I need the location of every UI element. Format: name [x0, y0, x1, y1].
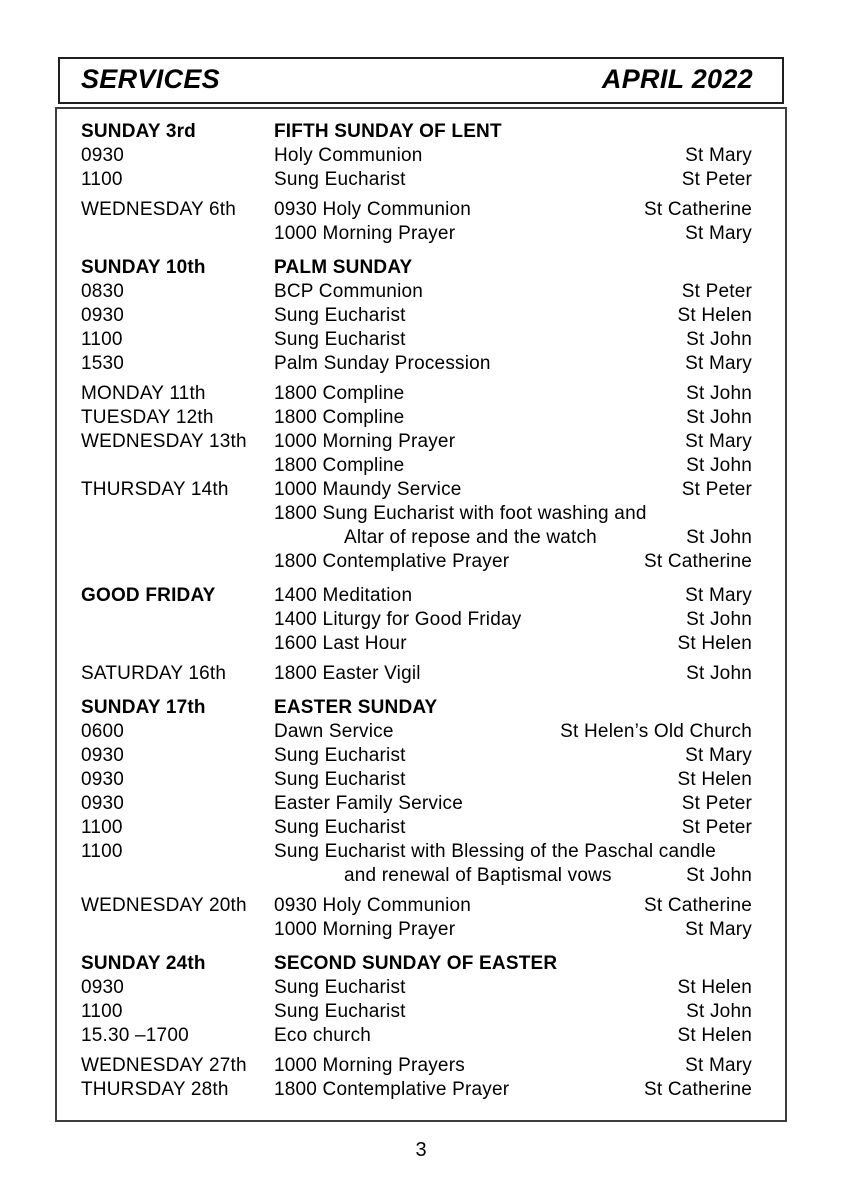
schedule-section: [81, 120, 752, 192]
schedule-row: [81, 168, 752, 192]
schedule-row: [81, 550, 752, 574]
schedule-row: [81, 864, 752, 888]
row-day-or-time: [81, 632, 274, 656]
row-location: St Peter: [681, 169, 752, 190]
row-service-description: Dawn Service: [274, 721, 394, 742]
schedule-section: [81, 256, 752, 376]
row-location: St Mary: [685, 145, 752, 166]
row-service-description: Sung Eucharist: [274, 769, 406, 790]
row-location: St Helen: [677, 633, 752, 654]
row-service-description: 1800 Sung Eucharist with foot washing and: [274, 503, 647, 524]
row-day-or-time: SUNDAY 17th: [81, 697, 206, 718]
row-location: St Peter: [681, 817, 752, 838]
schedule-row: [81, 1054, 752, 1078]
row-service-description: Sung Eucharist: [274, 329, 406, 350]
schedule-row: [81, 352, 752, 376]
schedule-row: [81, 816, 752, 840]
schedule-row: [81, 222, 752, 246]
row-location: St Helen: [677, 769, 752, 790]
row-service-description: Altar of repose and the watch: [344, 527, 597, 548]
schedule-row: [81, 632, 752, 656]
schedule-row: [81, 280, 752, 304]
schedule-section: [81, 696, 752, 888]
row-service-description: Sung Eucharist: [274, 169, 406, 190]
schedule-row: [81, 894, 752, 918]
row-service-description: 1000 Morning Prayer: [274, 223, 456, 244]
schedule-row: [81, 696, 752, 720]
row-service-description: Sung Eucharist with Blessing of the Paschal candle: [274, 841, 716, 862]
row-location: St Helen’s Old Church: [560, 721, 752, 742]
row-day-or-time: GOOD FRIDAY: [81, 585, 216, 606]
row-location: [742, 696, 752, 720]
schedule-section: [81, 198, 752, 246]
row-day-or-time: 1530: [81, 353, 125, 374]
row-location: St Helen: [677, 305, 752, 326]
row-service-description: Sung Eucharist: [274, 305, 406, 326]
row-day-or-time: THURSDAY 14th: [81, 479, 229, 500]
row-service-description: 1000 Morning Prayer: [274, 431, 456, 452]
row-day-or-time: 0930: [81, 145, 125, 166]
row-day-or-time: 1100: [81, 817, 123, 838]
row-service-description: 1600 Last Hour: [274, 633, 407, 654]
row-service-description: 1000 Morning Prayer: [274, 919, 456, 940]
row-day-or-time: [81, 550, 274, 574]
row-day-or-time: 0930: [81, 745, 125, 766]
schedule-section: [81, 1054, 752, 1102]
row-service-description: and renewal of Baptismal vows: [344, 865, 612, 886]
row-day-or-time: [81, 864, 274, 888]
schedule-row: [81, 584, 752, 608]
row-day-or-time: SUNDAY 10th: [81, 257, 206, 278]
schedule-row: [81, 918, 752, 942]
row-day-or-time: 0930: [81, 305, 125, 326]
schedule-row: [81, 304, 752, 328]
row-day-or-time: WEDNESDAY 27th: [81, 1055, 247, 1076]
row-service-description: 1000 Maundy Service: [274, 479, 462, 500]
row-service-description: Sung Eucharist: [274, 1001, 406, 1022]
row-location: St John: [686, 663, 752, 684]
row-service-description: EASTER SUNDAY: [274, 697, 438, 718]
services-schedule: [55, 107, 787, 1122]
schedule-row: [81, 840, 752, 864]
row-day-or-time: 0830: [81, 281, 125, 302]
row-day-or-time: [81, 608, 274, 632]
schedule-row: [81, 198, 752, 222]
schedule-row: [81, 256, 752, 280]
row-day-or-time: WEDNESDAY 20th: [81, 895, 247, 916]
schedule-row: [81, 1078, 752, 1102]
row-location: [742, 256, 752, 280]
row-day-or-time: 0930: [81, 793, 125, 814]
row-day-or-time: SUNDAY 24th: [81, 953, 206, 974]
schedule-row: [81, 430, 752, 454]
row-location: St Helen: [677, 977, 752, 998]
page-number: 3: [415, 1139, 427, 1161]
row-service-description: 0930 Holy Communion: [274, 895, 472, 916]
row-location: St Catherine: [643, 199, 752, 220]
schedule-section: [81, 662, 752, 686]
schedule-section: [81, 952, 752, 1048]
row-day-or-time: MONDAY 11th: [81, 383, 206, 404]
schedule-row: [81, 144, 752, 168]
row-service-description: 1800 Compline: [274, 383, 405, 404]
row-service-description: Eco church: [274, 1025, 372, 1046]
row-service-description: Sung Eucharist: [274, 977, 406, 998]
row-service-description: 1800 Contemplative Prayer: [274, 551, 510, 572]
schedule-row: [81, 478, 752, 502]
row-service-description: Sung Eucharist: [274, 745, 406, 766]
header-month-year: APRIL 2022: [601, 64, 753, 94]
row-service-description: BCP Communion: [274, 281, 424, 302]
row-service-description: Easter Family Service: [274, 793, 463, 814]
schedule-row: [81, 454, 752, 478]
schedule-row: [81, 744, 752, 768]
row-day-or-time: 1100: [81, 841, 123, 862]
row-service-description: 1800 Compline: [274, 455, 405, 476]
row-location: St Mary: [685, 431, 752, 452]
row-location: St John: [686, 609, 752, 630]
schedule-section: [81, 382, 752, 574]
schedule-row: [81, 768, 752, 792]
row-location: St Catherine: [643, 551, 752, 572]
row-location: St Mary: [685, 223, 752, 244]
row-location: St Catherine: [643, 1079, 752, 1100]
row-location: [742, 120, 752, 144]
row-service-description: SECOND SUNDAY OF EASTER: [274, 953, 558, 974]
row-location: St John: [686, 455, 752, 476]
row-location: St John: [686, 329, 752, 350]
row-service-description: Holy Communion: [274, 145, 423, 166]
row-day-or-time: 1100: [81, 169, 123, 190]
row-service-description: PALM SUNDAY: [274, 257, 413, 278]
row-location: [742, 952, 752, 976]
schedule-row: [81, 720, 752, 744]
row-service-description: FIFTH SUNDAY OF LENT: [274, 121, 502, 142]
row-service-description: 1000 Morning Prayers: [274, 1055, 465, 1076]
row-day-or-time: TUESDAY 12th: [81, 407, 214, 428]
row-service-description: 1800 Easter Vigil: [274, 663, 421, 684]
row-day-or-time: 1100: [81, 329, 123, 350]
row-location: St Peter: [681, 479, 752, 500]
row-location: St Peter: [681, 281, 752, 302]
row-day-or-time: 15.30 –1700: [81, 1025, 189, 1046]
row-location: St Peter: [681, 793, 752, 814]
row-service-description: 0930 Holy Communion: [274, 199, 472, 220]
row-day-or-time: [81, 502, 274, 526]
schedule-row: [81, 120, 752, 144]
row-location: St Mary: [685, 353, 752, 374]
row-day-or-time: SUNDAY 3rd: [81, 121, 196, 142]
row-day-or-time: 1100: [81, 1001, 123, 1022]
schedule-row: [81, 526, 752, 550]
row-location: St John: [686, 383, 752, 404]
page-header: [58, 57, 784, 104]
row-day-or-time: WEDNESDAY 13th: [81, 431, 247, 452]
row-day-or-time: 0930: [81, 769, 125, 790]
schedule-row: [81, 976, 752, 1000]
row-location: St Mary: [685, 585, 752, 606]
row-location: St Mary: [685, 745, 752, 766]
row-location: St Mary: [685, 919, 752, 940]
schedule-row: [81, 792, 752, 816]
row-day-or-time: 0600: [81, 721, 125, 742]
row-service-description: 1400 Meditation: [274, 585, 413, 606]
schedule-row: [81, 406, 752, 430]
row-service-description: 1800 Compline: [274, 407, 405, 428]
schedule-row: [81, 502, 752, 526]
row-location: St John: [686, 407, 752, 428]
schedule-section: [81, 894, 752, 942]
row-location: St John: [686, 527, 752, 548]
row-location: St Mary: [685, 1055, 752, 1076]
row-location: St Helen: [677, 1025, 752, 1046]
row-day-or-time: WEDNESDAY 6th: [81, 199, 236, 220]
schedule-row: [81, 382, 752, 406]
schedule-row: [81, 608, 752, 632]
row-location: [742, 840, 752, 864]
row-day-or-time: [81, 918, 274, 942]
row-location: St John: [686, 1001, 752, 1022]
row-service-description: Sung Eucharist: [274, 817, 406, 838]
schedule-row: [81, 1000, 752, 1024]
row-location: St John: [686, 865, 752, 886]
row-day-or-time: [81, 526, 274, 550]
schedule-row: [81, 1024, 752, 1048]
row-day-or-time: THURSDAY 28th: [81, 1079, 229, 1100]
row-day-or-time: [81, 454, 274, 478]
row-day-or-time: 0930: [81, 977, 125, 998]
row-location: St Catherine: [643, 895, 752, 916]
row-location: [742, 502, 752, 526]
row-service-description: 1400 Liturgy for Good Friday: [274, 609, 522, 630]
schedule-row: [81, 662, 752, 686]
row-service-description: 1800 Contemplative Prayer: [274, 1079, 510, 1100]
row-service-description: Palm Sunday Procession: [274, 353, 491, 374]
schedule-row: [81, 952, 752, 976]
schedule-row: [81, 328, 752, 352]
row-day-or-time: SATURDAY 16th: [81, 663, 227, 684]
schedule-section: [81, 584, 752, 656]
page-title: SERVICES: [81, 64, 220, 94]
row-day-or-time: [81, 222, 274, 246]
